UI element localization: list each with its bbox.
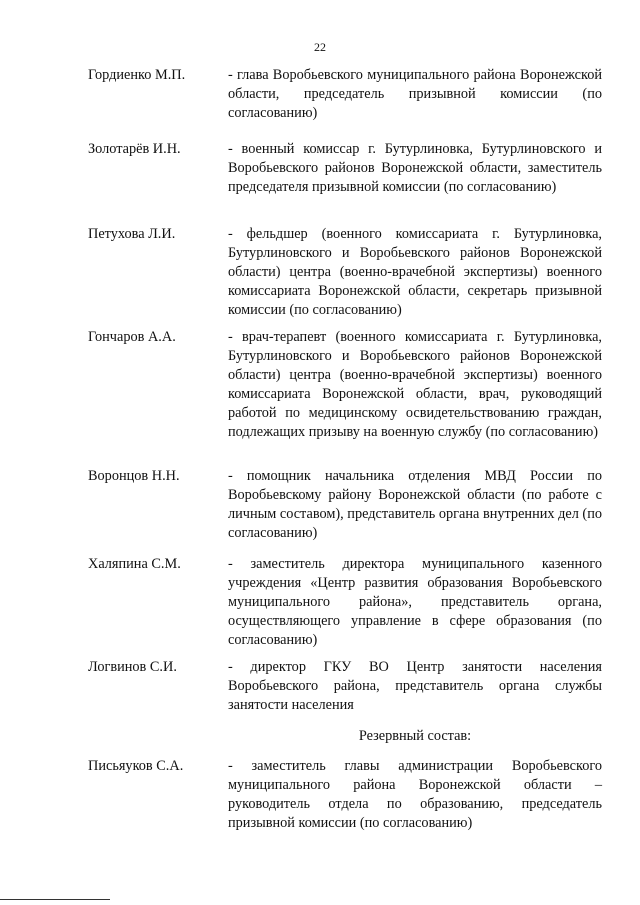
member-name: Воронцов Н.Н. xyxy=(88,468,180,484)
member-name: Петухова Л.И. xyxy=(88,226,176,242)
page-number: 22 xyxy=(314,40,326,54)
reserve-heading: Резервный состав: xyxy=(358,728,472,744)
footer-divider xyxy=(0,899,110,900)
member-name: Золотарёв И.Н. xyxy=(88,141,181,157)
member-name: Халяпина С.М. xyxy=(88,556,181,572)
member-role: - заместитель директора муниципального казенного учреждения «Центр развития образования Воробьевского муниципального района», представитель органа, осуществляющего управление в сфере образования (по согласованию) xyxy=(228,556,602,648)
member-role: - глава Воробьевского муниципального района Воронежской области, председатель призывной комиссии (по согласованию) xyxy=(228,67,602,121)
member-role: - директор ГКУ ВО Центр занятости населения Воробьевского района, представитель органа службы занятости населения xyxy=(228,659,602,713)
member-name: Логвинов С.И. xyxy=(88,659,177,675)
member-role: - фельдшер (военного комиссариата г. Бутурлиновка, Бутурлиновского и Воробьевского районов Воронежской области) центра (военно-врачебной экспертизы) военного комиссариата Воронежской области, секретарь призывной комиссии (по согласованию) xyxy=(228,226,602,318)
member-role: - заместитель главы администрации Воробьевского муниципального района Воронежской области – руководитель отдела по образованию, председатель призывной комиссии (по согласованию) xyxy=(228,758,602,831)
member-role: - военный комиссар г. Бутурлиновка, Бутурлиновского и Воробьевского районов Воронежской области, заместитель председателя призывной комиссии (по согласованию) xyxy=(228,141,602,195)
member-name: Гордиенко М.П. xyxy=(88,67,186,83)
member-name: Гончаров А.А. xyxy=(88,329,176,345)
member-role: - помощник начальника отделения МВД России по Воробьевскому району Воронежской области (по работе с личным составом), представитель органа внутренних дел (по согласованию) xyxy=(228,468,602,541)
member-name: Письяуков С.А. xyxy=(88,758,184,774)
member-role: - врач-терапевт (военного комиссариата г. Бутурлиновка, Бутурлиновского и Воробьевского районов Воронежской области) центра (военно-врачебной экспертизы) военного комиссариата Воронежской области, врач, руководящий работой по медицинскому освидетельствованию граждан, подлежащих призыву на военную службу (по согласованию) xyxy=(228,329,602,440)
